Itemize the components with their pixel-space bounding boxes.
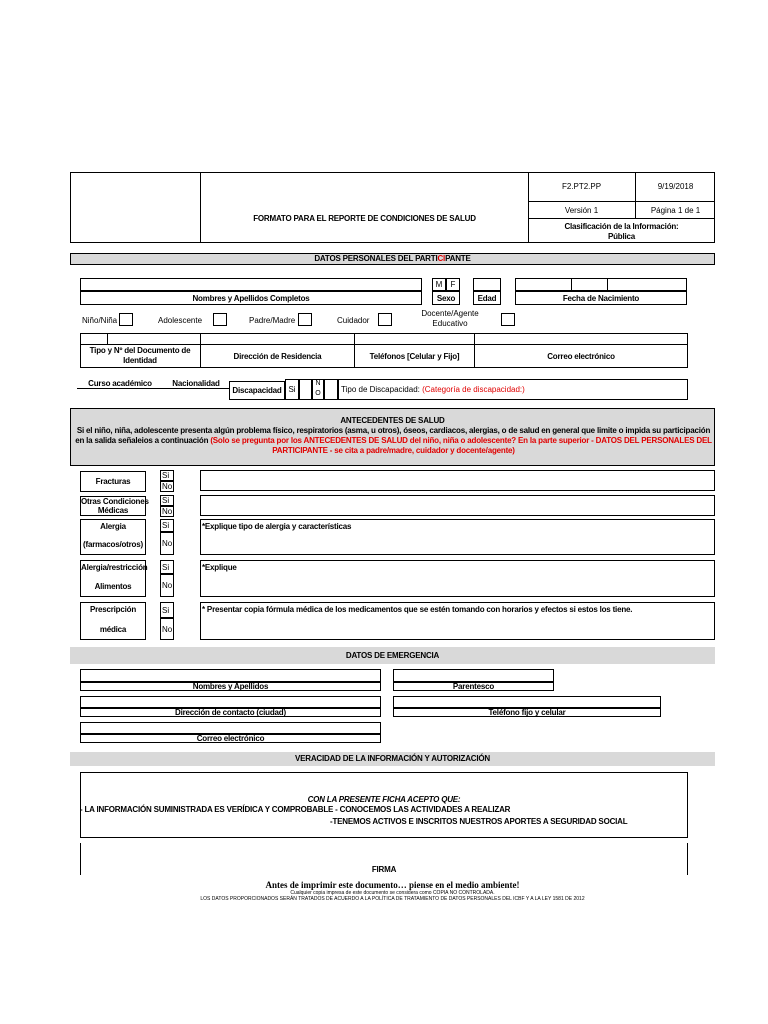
rx-line2: médica — [99, 625, 127, 634]
food-note: *Explique — [202, 563, 237, 572]
doc-code: F2.PT2.PP — [561, 182, 602, 191]
food-field[interactable] — [200, 560, 715, 597]
age-label: Edad — [473, 291, 501, 305]
address-label: Dirección de Residencia — [233, 352, 322, 361]
allergy-si[interactable]: Si — [160, 519, 174, 532]
other-conditions-line2: Médicas — [97, 506, 129, 515]
role-teacher-label-1: Docente/Agente — [421, 309, 479, 318]
nationality-label: Nacionalidad — [163, 380, 229, 389]
emergency-email-field[interactable] — [80, 722, 381, 734]
emergency-address-field[interactable] — [80, 696, 381, 708]
birth-day-field[interactable] — [515, 278, 572, 291]
allergy-no[interactable]: No — [160, 532, 174, 555]
disability-type-hint: (Categoría de discapacidad:) — [422, 385, 525, 394]
role-child-checkbox[interactable] — [119, 313, 133, 326]
fractures-no[interactable]: No — [162, 482, 173, 491]
role-parent-label: Padre/Madre — [249, 316, 296, 325]
accept-heading: CON LA PRESENTE FICHA ACEPTO QUE: — [307, 795, 461, 804]
section-personal — [70, 253, 715, 265]
footer-copy: Cualquier copia impresa de este documento se considera como COPIA NO CONTROLADA. — [290, 890, 495, 896]
other-si[interactable]: Si — [160, 495, 174, 506]
role-teen-label: Adolescente — [158, 316, 203, 325]
classification-value: Pública — [607, 232, 636, 241]
rx-line1: Prescripción — [89, 605, 137, 614]
rx-label — [80, 602, 146, 640]
allergy-label — [80, 519, 146, 555]
section-personal-title-b: CI — [437, 254, 446, 263]
emergency-phone-label: Teléfono fijo y celular — [393, 708, 661, 717]
meta-row-line — [528, 201, 715, 202]
age-field[interactable] — [473, 278, 501, 291]
full-name-label: Nombres y Apellidos Completos — [80, 291, 422, 305]
id-doc-label: Tipo y Nº del Documento de Identidad — [89, 346, 191, 365]
role-parent-checkbox[interactable] — [298, 313, 312, 326]
health-title: ANTECEDENTES DE SALUD — [340, 416, 445, 425]
course-field[interactable] — [77, 389, 163, 400]
disability-type[interactable] — [338, 379, 688, 400]
role-child-label: Niño/Niña — [82, 316, 118, 325]
meta-row-line-2 — [528, 218, 715, 219]
food-no[interactable]: No — [160, 574, 174, 597]
section-personal-title-c: PANTE — [445, 254, 471, 263]
section-authorization: VERACIDAD DE LA INFORMACIÓN Y AUTORIZACIÓN — [70, 752, 715, 766]
disability-no-o: O — [315, 390, 321, 397]
signature-label: FIRMA — [371, 865, 397, 874]
disability-no-box[interactable] — [324, 379, 338, 400]
emergency-name-field[interactable] — [80, 669, 381, 682]
allergy-line1: Alergia — [100, 522, 126, 531]
nationality-field[interactable] — [163, 389, 229, 400]
full-name-field[interactable] — [80, 278, 422, 291]
role-caregiver-label: Cuidador — [337, 316, 370, 325]
form-title: FORMATO PARA EL REPORTE DE CONDICIONES DE SALUD — [253, 214, 476, 223]
section-emergency: DATOS DE EMERGENCIA — [70, 647, 715, 664]
fractures-si[interactable]: Si — [160, 470, 174, 481]
role-teen-checkbox[interactable] — [213, 313, 227, 326]
food-line1: Alergia/restricción — [81, 563, 148, 572]
accept-line-1: - LA INFORMACIÓN SUMINISTRADA ES VERÍDICA Y COMPROBABLE - CONOCEMOS LAS ACTIVIDADES A REALIZAR — [80, 805, 511, 814]
sex-f-box[interactable]: F — [446, 278, 460, 291]
rx-si[interactable]: Si — [160, 602, 174, 618]
disability-yes-box[interactable] — [299, 379, 312, 400]
health-intro — [75, 426, 712, 456]
role-teacher-label-clip — [420, 309, 480, 329]
emergency-name-label: Nombres y Apellidos — [80, 682, 381, 691]
emergency-email-label: Correo electrónico — [80, 734, 381, 743]
phones-label: Teléfonos [Celular y Fijo] — [369, 352, 460, 361]
emergency-relation-field[interactable] — [393, 669, 554, 682]
fractures-field[interactable] — [200, 470, 715, 491]
rx-no[interactable]: No — [160, 618, 174, 640]
fractures-label: Fracturas — [80, 471, 146, 492]
sex-label: Sexo — [432, 291, 460, 305]
other-conditions-field[interactable] — [200, 495, 715, 516]
allergy-line2: (farmacos/otros) — [83, 540, 143, 549]
footer-env: Antes de imprimir este documento… piense en el medio ambiente! — [265, 880, 520, 890]
other-no[interactable]: No — [162, 507, 173, 516]
classification-label: Clasificación de la Información: — [564, 222, 679, 231]
disability-type-label: Tipo de Discapacidad: — [341, 385, 423, 394]
disability-no[interactable] — [312, 379, 324, 400]
emergency-relation-label: Parentesco — [393, 682, 554, 691]
email-label: Correo electrónico — [547, 352, 615, 361]
disability-label: Discapacidad — [229, 381, 285, 400]
allergy-note: *Explique tipo de alergia y características — [202, 522, 352, 531]
doc-date: 9/19/2018 — [657, 182, 694, 191]
health-intro-note: (Solo se pregunta por los ANTECEDENTES DE SALUD del niño, niña o adolescente? En la parte superior - DATOS DEL PERSONALES DEL PARTICIPANTE - se cita a padre/madre, cuidador y docente/agente) — [210, 436, 712, 455]
health-header — [70, 408, 715, 466]
footer-law: LOS DATOS PROPORCIONADOS SERÁN TRATADOS DE ACUERDO A LA POLÍTICA DE TRATAMIENTO DE DATOS PERSONALES DEL ICBF Y A LA LEY 1581 DE 2012 — [200, 896, 585, 902]
accept-line-2: -TENEMOS ACTIVOS E INSCRITOS NUESTROS APORTES A SEGURIDAD SOCIAL — [330, 817, 628, 826]
rx-note: * Presentar copia fórmula médica de los medicamentos que se estén tomando con horarios y efectos si estos los tiene. — [202, 605, 633, 614]
food-line2: Alimentos — [94, 582, 132, 591]
other-conditions-line1: Otras Condiciones — [81, 497, 149, 506]
emergency-phone-field[interactable] — [393, 696, 661, 708]
logo-cell — [70, 172, 201, 243]
health-intro-text: Si el niño, niña, adolescente presenta algún problema físico, respiratorios (asma, u otros), óseos, cardiacos, alergias, o de salud en general que limite o impida su participación en la salida señaleios a continuación — [75, 426, 711, 445]
birth-year-field[interactable] — [607, 278, 687, 291]
birth-label: Fecha de Nacimiento — [515, 291, 687, 305]
food-si[interactable]: Si — [160, 560, 174, 574]
disability-no-n: N — [315, 380, 321, 387]
doc-version: Versión 1 — [564, 206, 599, 215]
other-conditions-label — [80, 496, 149, 516]
food-label — [80, 560, 146, 597]
role-teacher-label-2: Educativo — [432, 319, 468, 328]
disability-yes[interactable]: Si — [285, 379, 299, 400]
doc-page: Página 1 de 1 — [650, 206, 701, 215]
sex-m-box[interactable]: M — [432, 278, 446, 291]
birth-month-field[interactable] — [571, 278, 608, 291]
role-teacher-checkbox[interactable] — [501, 313, 515, 326]
section-personal-title-a: DATOS PERSONALES DEL PARTI — [314, 254, 438, 263]
course-label: Curso académico — [77, 380, 163, 389]
role-caregiver-checkbox[interactable] — [378, 313, 392, 326]
emergency-address-label: Dirección de contacto (ciudad) — [80, 708, 381, 717]
